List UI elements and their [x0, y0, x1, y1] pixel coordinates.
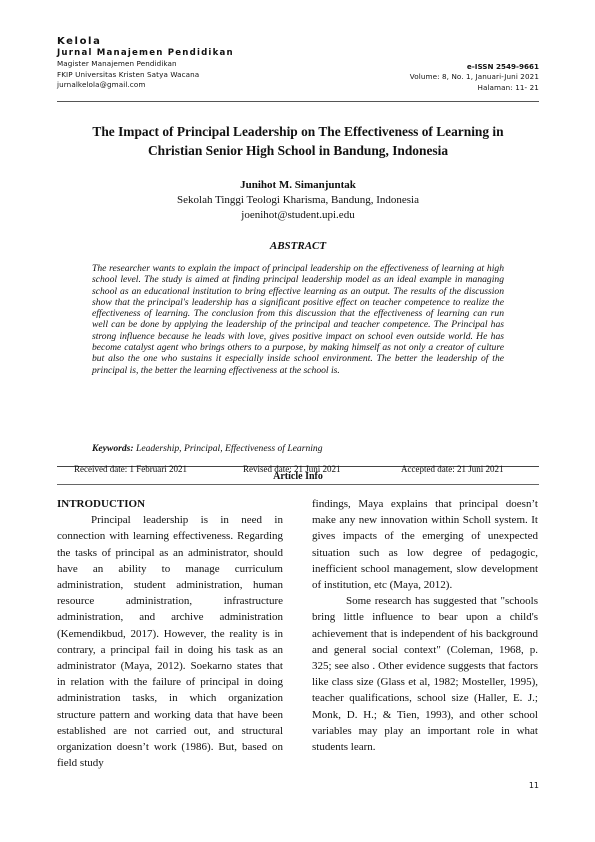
- keywords-label: Keywords:: [92, 443, 134, 454]
- accepted-date-text: Accepted date: 21 Juni 2021: [401, 464, 504, 474]
- keywords-list: Leadership, Principal, Effectiveness of Learning: [135, 443, 323, 454]
- left-column: [57, 496, 283, 771]
- author-affiliation: Sekolah Tinggi Teologi Kharisma, Bandung, Indonesia: [177, 194, 419, 206]
- header-divider: [57, 101, 539, 102]
- intro-paragraph-1: Principal leadership is in need in connection with learning effectiveness. Regarding the tasks of principal as an administrator, should have an ability to manage curriculum administration, student administration, human resource administration, infrastructure administration, and archive administration (Kemendikbud, 2017). However, the reality is in contrary, a principal fail in doing his task as an administrator (Maya, 2012). Soekarno states that in relation with the failure of principal in doing administration tasks, in which organization structure pattern and working data that have been established are not carried out, and structural organization doesn’t work (1986). But, based on field study: [57, 514, 283, 770]
- author-name: Junihot M. Simanjuntak: [240, 179, 356, 191]
- issn: e-ISSN 2549-9661: [466, 62, 539, 71]
- journal-email: jurnalkelola@gmail.com: [57, 80, 146, 89]
- journal-name: Kelola: [57, 36, 102, 47]
- keywords: [92, 443, 504, 454]
- received-date-text: Received date: 1 Februari 2021: [74, 464, 187, 474]
- page-number: 11: [528, 781, 539, 790]
- volume-info: Volume: 8, No. 1, Januari-Juni 2021: [409, 72, 539, 81]
- article-info-heading: Article Info: [273, 471, 323, 482]
- author-email: joenihot@student.upi.edu: [241, 209, 355, 221]
- abstract-heading: ABSTRACT: [269, 240, 327, 252]
- page-range: Halaman: 11- 21: [477, 82, 539, 92]
- intro-paragraph-3: Some research has suggested that "schools bring little influence to bear upon a child's achievement that is independent of his background and general social context" (Coleman, 1968, p. 325; see also . Other evidence suggests that factors like class size (Glass et al, 1982; Mosteller, 1995), teacher qualifications, school size (Haller, E. J.; Monk, D. H.; & Tien, 1993), and other school variables may play an important role in what students learn.: [312, 595, 538, 754]
- faculty-name: FKIP Universitas Kristen Satya Wacana: [57, 69, 200, 79]
- title-line-1: The Impact of Principal Leadership on The Effectiveness of Learning in: [92, 124, 504, 139]
- introduction-heading: INTRODUCTION: [57, 498, 146, 510]
- issue-info: [410, 61, 539, 93]
- journal-full-name: Jurnal Manajemen Pendidikan: [57, 48, 234, 58]
- intro-paragraph-2: findings, Maya explains that principal doesn’t make any new innovation within Scholl system. It gives impacts of the emerging of unexpected situation such as low degree of pedagogic, inefficient school management, slow development of institution, etc (Maya, 2012).: [312, 498, 538, 592]
- abstract-text: The researcher wants to explain the impact of principal leadership on the effectiveness of learning at high school level. The study is aimed at finding principal leadership model as an ideal example in managing school as an educational institution to bring effective learning as an output. The results of the discussion show that the principal's leadership has a significant positive effect on teacher competence to realize the effectiveness of learning. The conclusion from this discussion that the effectiveness of learning can run well can be done by applying the leadership of the principal and teacher competence. The Principal has strong influence because he leads with love, gives positive impact on school even outside world. He has become catalyst agent who brings others to a purpose, by making himself as not only a creator of culture but also the one who sustains it especially inside school environment. The better the leadership of the principal is, the better the learning effectiveness at the school is.: [92, 263, 504, 376]
- right-column: [312, 496, 538, 755]
- title-line-2: Christian Senior High School in Bandung, Indonesia: [147, 143, 449, 158]
- revised-date-text: Revised date: 21 Juni 2021: [243, 464, 341, 474]
- article-title: [57, 122, 539, 160]
- article-info-bottom-divider: [57, 484, 539, 485]
- journal-header: [57, 36, 317, 91]
- program-name: Magister Manajemen Pendidikan: [57, 59, 177, 68]
